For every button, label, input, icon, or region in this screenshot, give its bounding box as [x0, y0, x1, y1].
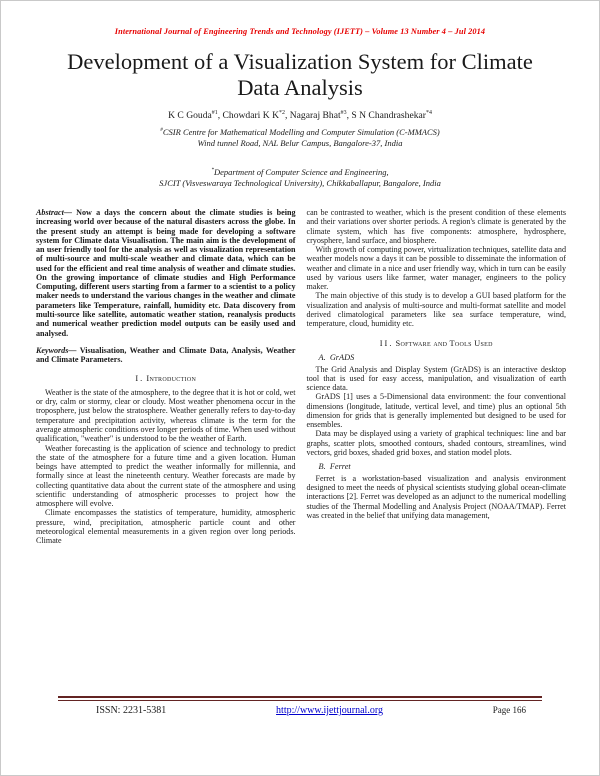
- issn-label: ISSN: 2231-5381: [96, 705, 167, 716]
- paper-title: Development of a Visualization System for Climate Data Analysis: [67, 49, 533, 101]
- ferret-paragraph-1: Ferret is a workstation-based visualization and analysis environment designed to meet the needs of physical scientists studying global ocean-climate interactions [2]. Ferret was developed as an adjunct to the numerical modelling studies of the Thermal Modelling and Analysis Project (NOAA/TMAP). Ferret was created in the belief that unifying data management,: [306, 473, 566, 520]
- affiliation-1: [1, 127, 599, 149]
- intro-paragraph-5: The main objective of this study is to develop a GUI based platform for the visualization and analysis of multi-source and multi-format satellite and model derived climatological parameters like sea surface temperature, wind, temperature, cloud, humidity etc.: [306, 291, 566, 329]
- author-line: [1, 110, 599, 121]
- journal-header: International Journal of Engineering Trends and Technology (IJETT) – Volume 13 Number 4 – Jul 2014: [114, 27, 486, 36]
- two-column-body: [36, 208, 566, 545]
- subsection-heading-ferret: B. Ferret: [318, 462, 351, 472]
- affiliation-2: [1, 167, 599, 189]
- keywords-text: Visualisation, Weather and Climate Data, Analysis, Weather and Climate Parameters.: [36, 345, 296, 365]
- author-4: S N Chandrashekar$^{*4}$: [351, 110, 432, 122]
- affiliation-1-line-1: #CSIR Centre for Mathematical Modelling and Computer Simulation (C-MMACS): [160, 127, 440, 138]
- author-1-marker: #1: [211, 110, 218, 116]
- affiliation-2-line-1: *Department of Computer Science and Engineering,: [211, 166, 389, 177]
- right-column: [307, 208, 567, 545]
- affiliation-2-marker: *: [211, 166, 214, 173]
- author-1: K C Gouda$^{\#1}$,: [168, 110, 223, 122]
- author-2: Chowdari K $K^{*2}$,: [222, 110, 290, 122]
- affiliation-2-line-2: SJCIT (Visveswaraya Technological University), Chikkaballapur, Bangalore, India: [159, 177, 441, 188]
- affiliation-1-marker: #: [160, 127, 163, 134]
- keywords-paragraph: [36, 346, 296, 365]
- grads-paragraph-2: GrADS [1] uses a 5-Dimensional data environment: the four conventional dimensions (longitude, latitude, vertical level, and time) plus an optional 5th dimension for grids that is generally implemented but designed to be used for ensembles.: [306, 392, 566, 430]
- journal-url-link[interactable]: http://www.ijettjournal.org: [276, 705, 383, 716]
- page-footer: [1, 696, 599, 716]
- intro-paragraph-4: With growth of computing power, virtualization techniques, satellite data and weather models now a days it can be possible to disseminate the information of weather and climate in a nice and user friendly way, which in turn can be easily used by various users like farmer, water manager, engineers to the policy maker.: [306, 245, 566, 292]
- author-3: Nagaraj Bhat$^{\#3}$,: [289, 110, 352, 122]
- footer-divider: [58, 696, 542, 701]
- grads-paragraph-3: Data may be displayed using a variety of graphical techniques: line and bar graphs, scatter plots, smoothed contours, shaded contours, streamlines, wind vectors, grid boxes, shaded grid boxes, and station model plots.: [306, 429, 566, 458]
- intro-paragraph-3-continued: can be contrasted to weather, which is the present condition of these elements and their variations over shorter periods. A region's climate is generated by the climate system, which has five components: atmosphere, hydrosphere, cryosphere, land surface, and biosphere.: [306, 208, 566, 245]
- intro-paragraph-2: Weather forecasting is the application of science and technology to predict the state of the atmosphere for a future time and a given location. Human beings have attempted to predict the weather informally for millennia, and formally since at least the nineteenth century. Weather forecasts are made by collecting quantitative data about the current state of the atmosphere and using scientific understanding of atmospheric processes to project how the atmosphere will evolve.: [36, 443, 296, 509]
- intro-paragraph-3: Climate encompasses the statistics of temperature, humidity, atmospheric pressure, wind, precipitation, atmospheric particle count and other meteorological elemental measurements in a given region over long periods. Climate: [36, 508, 296, 546]
- abstract-label: Abstract—: [36, 208, 72, 218]
- section-heading-software-tools: II. Software and Tools Used: [379, 338, 493, 348]
- affiliation-1-line-2: Wind tunnel Road, NAL Belur Campus, Bangalore-37, India: [197, 138, 403, 149]
- abstract-text: Now a days the concern about the climate studies is being increasing world over because of the natural disasters across the globe. In the present study an attempt is being made for developing a software system for Climate data Visualisation. The main aim is the development of an user friendly tool for the analysis as well as visualization representation of multi-source and multi-scale weather and climate data, which can be used for the efficient and real time analysis of weather and climate studies. On the growing importance of climate studies and High Performance Computing, different users starting from a farmer to a scientist to a policy maker needs to understand the various changes in the weather and climate parameters like Temperature, rainfall, humidity etc. Data discovery from multi-source like satellite, automatic weather station, reanalysis products and numerical weather prediction model outputs can be easily used and analysed.: [36, 208, 296, 338]
- section-heading-introduction: I. Introduction: [135, 374, 197, 384]
- author-3-marker: #3: [340, 110, 347, 116]
- keywords-label: Keywords—: [36, 345, 77, 355]
- grads-paragraph-1: The Grid Analysis and Display System (GrADS) is an interactive desktop tool that is used for easy access, manipulation, and visualization of earth science data.: [306, 364, 566, 393]
- page-number: Page 166: [492, 705, 526, 715]
- subsection-heading-grads: A. GrADS: [318, 353, 355, 363]
- left-column: [36, 208, 296, 545]
- author-2-marker: *2: [279, 110, 285, 116]
- abstract-paragraph: [36, 208, 296, 338]
- author-4-marker: *4: [425, 110, 432, 116]
- intro-paragraph-1: Weather is the state of the atmosphere, to the degree that it is hot or cold, wet or dry, calm or stormy, clear or cloudy. Most weather phenomena occur in the troposphere, just below the stratosphere. Weather generally refers to day-to-day temperature and precipitation activity, whereas climate is the term for the average atmospheric conditions over longer periods of time. When used without qualification, "weather" is understood to be the weather of Earth.: [36, 387, 296, 444]
